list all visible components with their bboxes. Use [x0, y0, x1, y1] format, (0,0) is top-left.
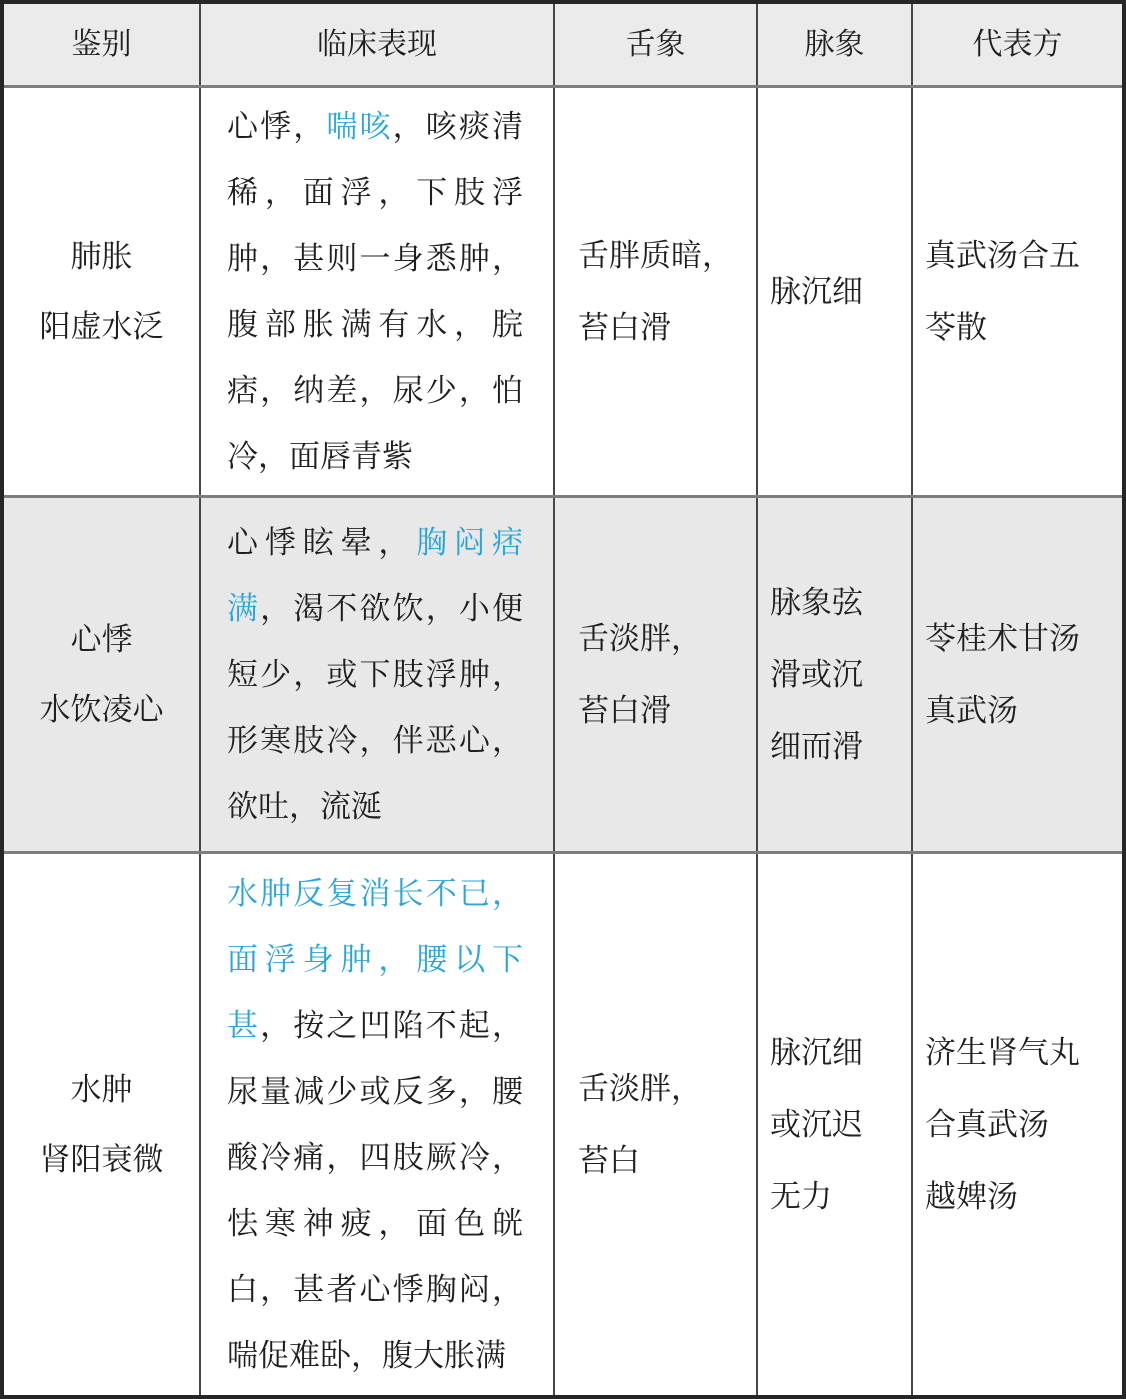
clinical-plain-text: ，渴不欲饮，小便短少，或下肢浮肿，形寒肢冷，伴恶心，欲吐，流涎 — [227, 590, 523, 824]
header-representative-formula: 代表方 — [911, 4, 1122, 85]
tongue-cell — [553, 854, 756, 1395]
formula-line: 越婢汤 — [925, 1178, 1018, 1214]
tongue-line: 舌淡胖， — [578, 620, 702, 656]
formula-cell — [911, 88, 1122, 495]
clinical-cell — [199, 88, 553, 495]
clinical-cell — [199, 854, 553, 1395]
formula-line: 济生肾气丸 — [925, 1034, 1080, 1070]
pattern-name-line: 心悸 — [70, 621, 133, 657]
clinical-text — [227, 861, 523, 1389]
pattern-name-cell — [4, 88, 199, 495]
formula-cell — [911, 854, 1122, 1395]
pattern-subname-line: 阳虚水泛 — [39, 308, 164, 344]
pulse-line: 滑或沉 — [770, 656, 863, 692]
pattern-name-line: 肺胀 — [70, 238, 133, 274]
clinical-plain-text: ，咳痰清稀，面浮，下肢浮肿，甚则一身悉肿，腹部胀满有水，脘痞，纳差，尿少，怕冷，面唇青紫 — [227, 108, 523, 474]
clinical-text — [227, 94, 523, 490]
formula-line: 真武汤 — [925, 692, 1018, 728]
pulse-line: 脉象弦 — [770, 584, 863, 620]
pulse-cell — [756, 854, 911, 1395]
header-clinical-manifestations: 临床表现 — [199, 4, 553, 85]
tongue-line: 苔白滑 — [578, 309, 671, 345]
tongue-cell — [553, 88, 756, 495]
formula-line: 苓散 — [925, 309, 987, 345]
tongue-line: 舌淡胖， — [578, 1070, 702, 1106]
pattern-name-cell — [4, 498, 199, 851]
pulse-line: 细而滑 — [770, 728, 863, 764]
clinical-cell — [199, 498, 553, 851]
clinical-text — [227, 510, 523, 840]
clinical-plain-text: 心悸， — [227, 108, 327, 144]
table-row — [4, 85, 1122, 495]
pulse-cell — [756, 498, 911, 851]
pulse-cell — [756, 88, 911, 495]
pulse-line: 或沉迟 — [770, 1106, 863, 1142]
clinical-plain-text: 心悸眩晕， — [227, 524, 417, 560]
formula-cell — [911, 498, 1122, 851]
tongue-line: 苔白滑 — [578, 692, 671, 728]
pulse-line: 脉沉细 — [770, 273, 863, 309]
table-row — [4, 851, 1122, 1395]
pulse-line: 脉沉细 — [770, 1034, 863, 1070]
header-pulse-sign: 脉象 — [756, 4, 911, 85]
header-tongue-sign: 舌象 — [553, 4, 756, 85]
pattern-subname-line: 肾阳衰微 — [39, 1141, 164, 1177]
table-header-row — [4, 4, 1122, 85]
clinical-highlight-text: 喘咳 — [326, 108, 393, 144]
table-row — [4, 495, 1122, 851]
tongue-line: 舌胖质暗， — [578, 237, 733, 273]
header-differentiation: 鉴别 — [71, 28, 132, 61]
pattern-name-line: 水肿 — [70, 1071, 133, 1107]
clinical-highlight-text: 胸闷痞满 — [227, 524, 524, 626]
formula-line: 合真武汤 — [925, 1106, 1049, 1142]
pulse-line: 无力 — [770, 1178, 832, 1214]
tongue-line: 苔白 — [578, 1142, 640, 1178]
clinical-plain-text: ，按之凹陷不起，尿量减少或反多，腰酸冷痛，四肢厥冷，怯寒神疲，面色㿠白，甚者心悸胸闷，喘促难卧，腹大胀满 — [227, 1007, 523, 1373]
pattern-name-cell — [4, 854, 199, 1395]
formula-line: 真武汤合五 — [925, 237, 1080, 273]
clinical-highlight-text: 水肿反复消长不已，面浮身肿，腰以下甚 — [227, 875, 523, 1043]
formula-line: 苓桂术甘汤 — [925, 620, 1080, 656]
pattern-subname-line: 水饮凌心 — [39, 691, 164, 727]
tongue-cell — [553, 498, 756, 851]
